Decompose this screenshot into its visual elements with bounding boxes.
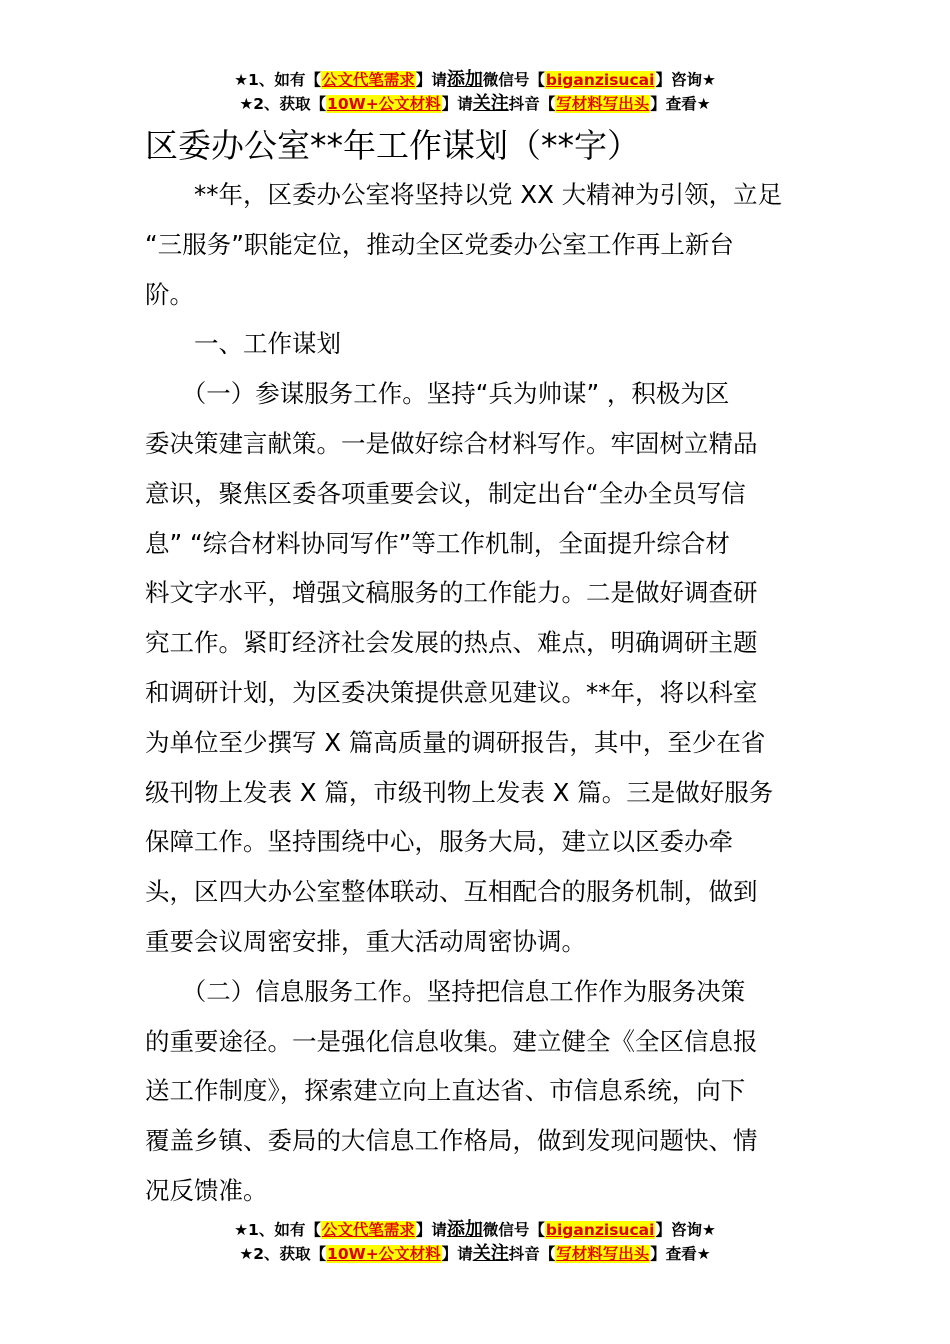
ad-text: 】请 (415, 71, 447, 89)
text-line: 息” “综合材料协同写作”等工作机制，全面提升综合材 (145, 528, 730, 558)
document-body (145, 170, 815, 1216)
text-line: 一、工作谋划 (145, 329, 341, 359)
text-line: 覆盖乡镇、委局的大信息工作格局，做到发现问题快、情 (145, 1126, 758, 1156)
text-line: 级刊物上发表 X 篇，市级刊物上发表 X 篇。三是做好服务 (145, 777, 774, 807)
text-line: **年，区委办公室将坚持以党 XX 大精神为引领，立足 (145, 180, 783, 209)
ad-underlined: 添加 (446, 1219, 483, 1240)
ad-text: 】查看★ (650, 95, 711, 113)
text-line: 为单位至少撰写 X 篇高质量的调研报告，其中，至少在省 (145, 727, 766, 757)
text-line: （一）参谋服务工作。坚持“兵为帅谋” ，积极为区 (145, 379, 730, 409)
ad-highlight: 写材料写出头 (556, 95, 650, 113)
ad-underlined: 关注 (472, 1243, 509, 1264)
text-line: 意识，聚焦区委各项重要会议，制定出台“全办全员写信 (145, 478, 746, 508)
ad-line-2 (0, 92, 950, 116)
ad-text: ★1、如有【 (234, 71, 321, 89)
ad-line-2 (0, 1242, 950, 1266)
ad-text: 微信号【 (482, 71, 545, 89)
ad-text: ★2、获取【 (239, 95, 327, 113)
ad-highlight: 写材料写出头 (556, 1245, 650, 1263)
text-line: 重要会议周密安排，重大活动周密协调。 (145, 926, 586, 956)
text-line: 阶。 (145, 279, 194, 309)
text-line: （二）信息服务工作。坚持把信息工作作为服务决策 (145, 976, 746, 1006)
ad-wechat-id: biganzisucai (545, 1221, 655, 1239)
ad-text: 抖音【 (508, 1245, 556, 1263)
ad-highlight: 10W+公文材料 (327, 1245, 441, 1263)
text-line: 料文字水平，增强文稿服务的工作能力。二是做好调查研 (145, 578, 758, 608)
ad-footer (0, 1218, 950, 1266)
ad-highlight: 公文代笔需求 (321, 71, 415, 89)
ad-wechat-id: biganzisucai (545, 71, 655, 89)
ad-underlined: 添加 (446, 69, 483, 90)
ad-text: ★2、获取【 (239, 1245, 327, 1263)
ad-header (0, 68, 950, 116)
text-line: 送工作制度》，探索建立向上直达省、市信息系统，向下 (145, 1076, 746, 1106)
ad-highlight: 10W+公文材料 (327, 95, 441, 113)
ad-text: 】咨询★ (655, 71, 716, 89)
ad-highlight: 公文代笔需求 (321, 1221, 415, 1239)
ad-text: ★1、如有【 (234, 1221, 321, 1239)
text-line: 委决策建言献策。一是做好综合材料写作。牢固树立精品 (145, 428, 758, 458)
ad-text: 微信号【 (482, 1221, 545, 1239)
ad-line-1 (0, 68, 950, 92)
text-line: “三服务”职能定位，推动全区党委办公室工作再上新台 (145, 229, 734, 259)
text-line: 况反馈准。 (145, 1175, 268, 1205)
text-line: 头，区四大办公室整体联动、互相配合的服务机制，做到 (145, 877, 758, 907)
ad-text: 】咨询★ (655, 1221, 716, 1239)
text-line: 的重要途径。一是强化信息收集。建立健全《全区信息报 (145, 1026, 758, 1056)
ad-underlined: 关注 (472, 93, 509, 114)
ad-text: 抖音【 (508, 95, 556, 113)
document-title: 区委办公室**年工作谋划（**字） (145, 126, 640, 165)
text-line: 和调研计划，为区委决策提供意见建议。**年，将以科室 (145, 677, 758, 707)
text-line: 保障工作。坚持围绕中心，服务大局，建立以区委办牵 (145, 827, 733, 857)
ad-text: 】查看★ (650, 1245, 711, 1263)
ad-text: 】请 (415, 1221, 447, 1239)
ad-text: 】请 (441, 1245, 473, 1263)
ad-line-1 (0, 1218, 950, 1242)
text-line: 究工作。紧盯经济社会发展的热点、难点，明确调研主题 (145, 628, 758, 658)
ad-text: 】请 (441, 95, 473, 113)
